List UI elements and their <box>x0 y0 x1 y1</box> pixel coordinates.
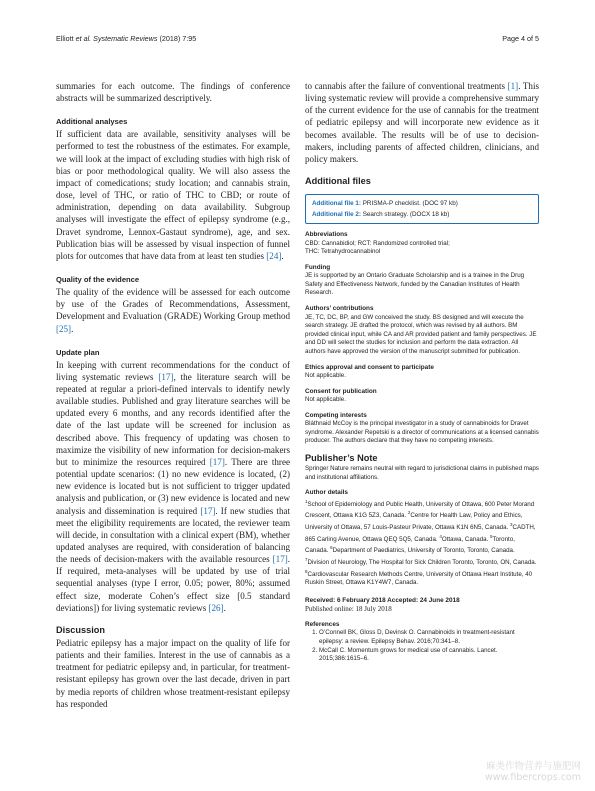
additional-analyses-paragraph: If sufficient data are available, sensitivity analyses will be performed to test the robustness of the estimates. For example, we will look at the impact of excluding studies with high risk of bias or poor methodological quality. We will also assess the impact of comedications; study location; and cannabis strain, dose, level of THC, or ratio of THC to CBD; or route of administration, depending on data availability. Subgroup analyses will investigate the effect of epilepsy syndrome (e.g., Dravet syndrome, Lennox-Gastaut syndrome), age, and sex. Publication bias will be assessed by visual inspection of funnel plots for outcomes that have data from at least ten studies [24]. <box>56 129 290 261</box>
additional-analyses-heading: Additional analyses <box>56 117 128 127</box>
discussion-paragraph: Pediatric epilepsy has a major impact on the quality of life for patients and their families. Interest in the use of cannabis as a treatment for pediatric epilepsy and, in particular, for treatment-resistant epilepsy has grown over the last decade, driven in part by media reports of children whose treatment-resistant epilepsy has responded <box>56 637 290 709</box>
citation-link[interactable]: [17] <box>272 554 288 565</box>
publishers-note-text: Springer Nature remains neutral with regard to jurisdictional claims in published maps and institutional affiliations. <box>305 465 539 481</box>
journal-citation: Elliott et al. Systematic Reviews (2018) 7:95 <box>56 34 197 43</box>
additional-file-1-link[interactable]: Additional file 1: <box>312 200 361 208</box>
citation-link[interactable]: [24] <box>266 250 282 261</box>
funding-text: JE is supported by an Ontario Graduate Scholarship and is a trainee in the Drug Safety and Effectiveness Network, funded by the Canadian Institutes of Health Research. <box>305 272 525 297</box>
references-list <box>305 629 539 663</box>
ethics-heading: Ethics approval and consent to participate <box>305 363 434 371</box>
citation-link[interactable]: [17] <box>200 505 216 516</box>
published-online-date: Published online: 18 July 2018 <box>305 604 392 613</box>
abbreviations-heading: Abbreviations <box>305 231 348 239</box>
quality-heading: Quality of the evidence <box>56 275 140 285</box>
back-matter <box>305 230 539 664</box>
update-plan-heading: Update plan <box>56 347 100 357</box>
publishers-note-heading: Publisher’s Note <box>305 453 378 463</box>
citation-link[interactable]: [17] <box>158 371 174 382</box>
additional-file-1: Additional file 1: PRISMA-P checklist. (DOC 97 kb) <box>312 200 458 208</box>
contributions-heading: Authors’ contributions <box>305 305 374 313</box>
competing-interests-text: Bláthnaid McCoy is the principal investigator in a study of cannabinoids for Dravet syndrome. Alexander Repetski is a director of communications at a licensed cannabis producer. The authors declare that they have no competing interests. <box>305 420 539 445</box>
discussion-continued-paragraph: to cannabis after the failure of conventional treatments [1]. This living systematic review will provide a comprehensive summary of the current evidence for the use of cannabis for the treatment of pediatric epilepsy and will incorporate new evidence as it becomes available. The results will be of use to decision-makers, including parents of affected children, clinicians, and policy makers. <box>305 81 539 164</box>
reference-item: 2. McCall C. Momentum grows for medical use of cannabis. Lancet. 2015;386:1615–6. <box>319 647 539 664</box>
discussion-heading: Discussion <box>56 624 106 635</box>
received-accepted-dates: Received: 6 February 2018 Accepted: 24 June 2018 <box>305 596 460 604</box>
additional-files-heading: Additional files <box>305 176 371 187</box>
left-column <box>56 80 290 710</box>
funding-heading: Funding <box>305 263 331 271</box>
abbreviations-line-2: THC: Tetrahydrocannabinol <box>305 248 381 256</box>
quality-paragraph: The quality of the evidence will be assessed for each outcome by use of the Grades of Recommendations, Assessment, Development and Evaluation (GRADE) Working Group method [25]. <box>56 287 290 334</box>
citation-link[interactable]: [26] <box>208 602 224 613</box>
contributions-text: JE, TC, DC, BP, and GW conceived the study. BS designed and will execute the search strategy. JE drafted the protocol, which was revised by all authors. BM provided clinical input, while CA and AR provided patient and family perspectives. JE and DD will select the studies for inclusion and perform the data extraction. All authors have approved the version of the manuscript submitted for publication. <box>305 313 537 355</box>
update-plan-paragraph: In keeping with current recommendations for the conduct of living systematic reviews [17], the literature search will be repeated at regular a priori-defined intervals to identify newly available studies. Published and gray literature searches will be updated every 6 months, and any records identified after the date of the last update will be screened for inclusion as described above. This frequency of updating was chosen to maximize the visibility of new information for decision-makers but to minimize the resources required [17]. There are three potential update scenarios: (1) no new evidence is located, (2) new evidence is located but is not sufficient to trigger updated analysis and publication, or (3) new evidence is located and new analysis and dissemination is required [17]. If new studies that meet the eligibility requirements are located, the reviewer team will decide, in consultation with a clinical expert (BM), whether updated analyses are required, with consideration of balancing the needs of decision-makers with the available resources [17]. If required, meta-analyses will be updated by use of trial sequential analyses (type I error, 0.05; power, 80%; assumed effect size, moderate Cohen’s effect size [0.5 standard deviations]) for living systematic reviews [26]. <box>56 359 291 613</box>
ethics-text: Not applicable. <box>305 372 346 380</box>
watermark-line-2: www.fibercrops.com <box>484 772 581 783</box>
citation-link[interactable]: [17] <box>209 456 225 467</box>
consent-heading: Consent for publication <box>305 387 377 395</box>
additional-file-2-link[interactable]: Additional file 2: <box>312 211 361 219</box>
additional-files-box <box>305 194 539 224</box>
reference-item: 1. O’Connell BK, Gloss D, Devinsk O. Cannabinoids in treatment-resistant epilepsy: a review. Epilepsy Behav. 2016;70:341–8. <box>319 629 539 646</box>
intro-paragraph: summaries for each outcome. The findings of conference abstracts will be summarized descriptively. <box>56 81 290 104</box>
additional-file-2: Additional file 2: Search strategy. (DOCX 18 kb) <box>312 211 450 219</box>
references-heading: References <box>305 620 340 628</box>
consent-text: Not applicable. <box>305 396 346 404</box>
competing-interests-heading: Competing interests <box>305 411 367 419</box>
running-header <box>56 34 539 46</box>
watermark <box>485 761 581 783</box>
right-column <box>305 80 539 664</box>
page-number: Page 4 of 5 <box>502 34 539 43</box>
author-affiliations: $^1$School of Epidemiology and Public Health, University of Ottawa, 600 Peter Morand Crescent, Ottawa K1G 5Z3, Canada. $^2$Centre for Health Law, Policy and Ethics, University of Ottawa, 57 Louis-Pasteur Private, Ottawa K1N 6N5, Canada. $^3$CADTH, 865 Carling Avenue, Ottawa QEQ 5Q5, Canada. $^4$Ottawa, Canada. $^5$Toronto, Canada. $^6$Department of Paediatrics, University of Toronto, Toronto, Canada. $^7$Division of Neurology, The Hospital for Sick Children Toronto, Toronto, ON, Canada. $^8$Cardiovascular Research Methods Centre, University of Ottawa Heart Institute, 40 Ruskin Street, Ottawa K1Y4W7, Canada. <box>305 498 537 587</box>
watermark-line-1: 麻类作物营养与施肥网 <box>485 761 581 772</box>
citation-link[interactable]: [25] <box>56 323 72 334</box>
abbreviations-line-1: CBD: Cannabidiol; RCT: Randomized controlled trial; <box>305 239 450 247</box>
author-details-heading: Author details <box>305 489 348 497</box>
citation-link[interactable]: [1] <box>507 81 519 91</box>
